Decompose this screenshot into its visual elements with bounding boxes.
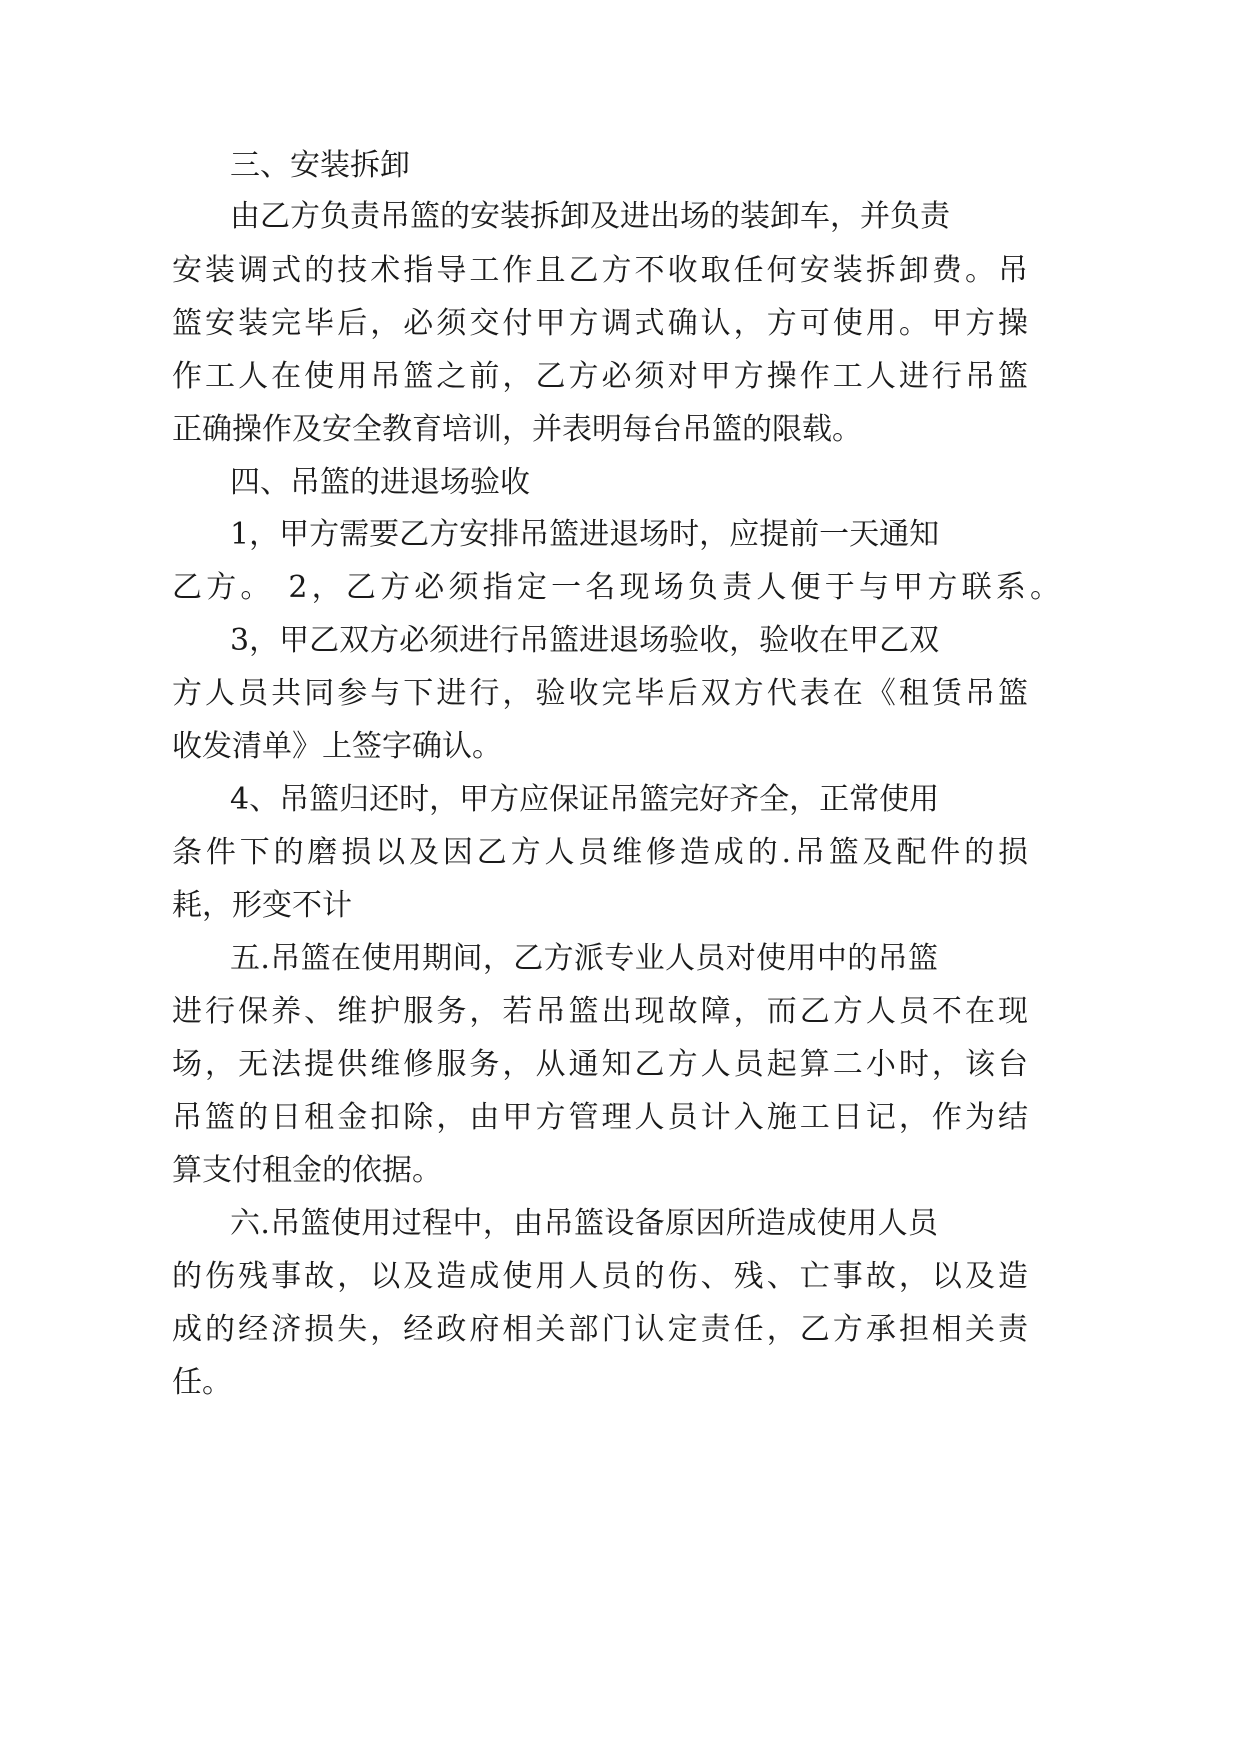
paragraph-line: 篮安装完毕后，必须交付甲方调式确认，方可使用。甲方操 [172,306,1028,341]
paragraph-line: 安装调式的技术指导工作且乙方不收取任何安装拆卸费。吊 [172,253,1028,288]
paragraph-line: 收发清单》上签字确认。 [172,729,502,764]
paragraph-line: 正确操作及安全教育培训，并表明每台吊篮的限载。 [172,412,862,447]
paragraph-line: 条件下的磨损以及因乙方人员维修造成的.吊篮及配件的损 [172,835,1028,870]
paragraph-line: 进行保养、维护服务，若吊篮出现故障，而乙方人员不在现 [172,994,1028,1029]
paragraph-line: 4、吊篮归还时，甲方应保证吊篮完好齐全，正常使用 [230,782,940,817]
paragraph-line: 算支付租金的依据。 [172,1153,442,1188]
paragraph-line: 1，甲方需要乙方安排吊篮进退场时，应提前一天通知 [230,517,940,552]
section-heading-acceptance: 四、吊篮的进退场验收 [230,465,530,500]
paragraph-line: 吊篮的日租金扣除，由甲方管理人员计入施工日记，作为结 [172,1100,1028,1135]
paragraph-line: 场，无法提供维修服务，从通知乙方人员起算二小时，该台 [172,1047,1028,1082]
paragraph-line: 五.吊篮在使用期间，乙方派专业人员对使用中的吊篮 [230,941,938,976]
paragraph-line: 乙方。 2，乙方必须指定一名现场负责人便于与甲方联系。 [172,570,1060,605]
paragraph-line: 耗，形变不计 [172,888,352,923]
paragraph-line: 成的经济损失，经政府相关部门认定责任，乙方承担相关责 [172,1312,1028,1347]
paragraph-line: 作工人在使用吊篮之前，乙方必须对甲方操作工人进行吊篮 [172,359,1028,394]
paragraph-line: 3，甲乙双方必须进行吊篮进退场验收，验收在甲乙双 [230,623,940,658]
paragraph-line: 的伤残事故，以及造成使用人员的伤、残、亡事故，以及造 [172,1259,1028,1294]
paragraph-line: 六.吊篮使用过程中，由吊篮设备原因所造成使用人员 [230,1206,938,1241]
section-heading-installation: 三、安装拆卸 [230,148,410,183]
paragraph-line: 由乙方负责吊篮的安装拆卸及进出场的装卸车，并负责 [230,199,950,234]
paragraph-line: 方人员共同参与下进行，验收完毕后双方代表在《租赁吊篮 [172,676,1028,711]
paragraph-line: 任。 [172,1365,232,1400]
